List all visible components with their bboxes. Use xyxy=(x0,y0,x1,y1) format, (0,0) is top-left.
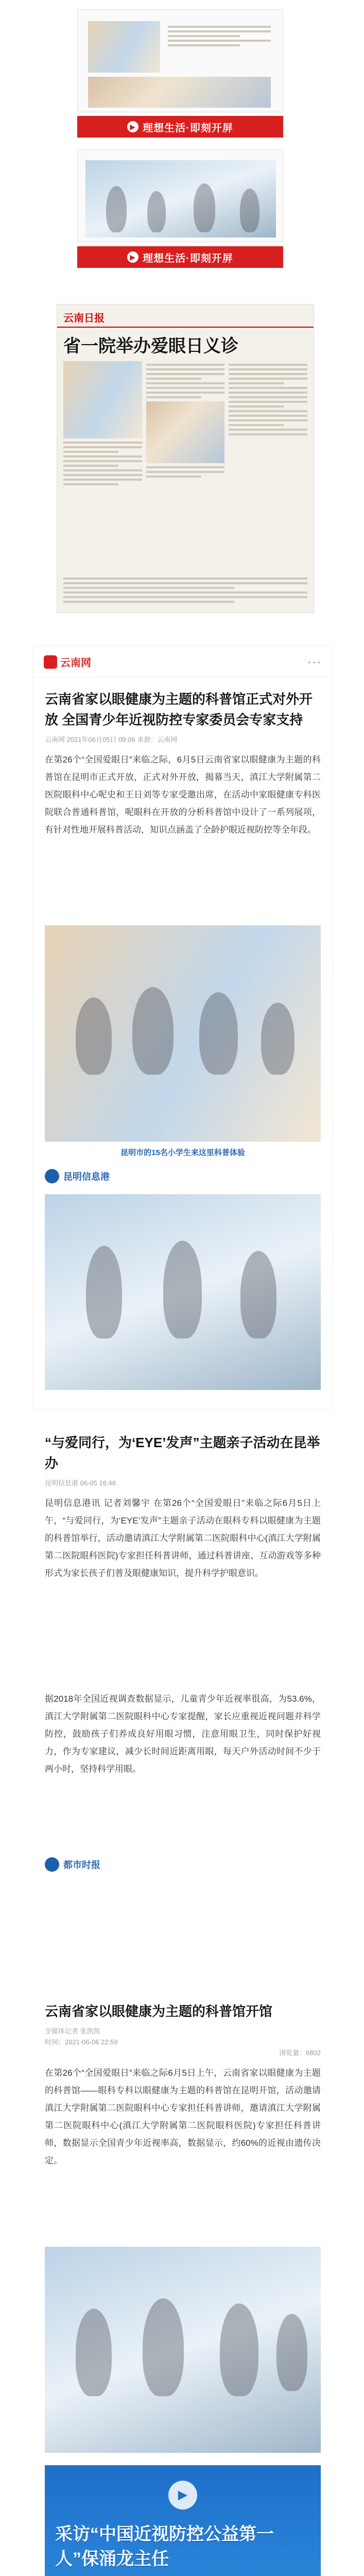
article-photo-2 xyxy=(45,1194,321,1390)
news-clip-1 xyxy=(77,9,283,112)
article-body: 在第26个“全国爱眼日”来临之际6月5日上午，云南省家以眼健康为主题的科普馆——眼科专科以眼健康为主题的科普馆在昆明开馆，活动邀请滇江大学附属第二医院眼科中心专家担任科普讲师，邀请滇江大学附属第二医院眼科中心(滇江大学附属第二医院眼科医院)专家担任科普讲师，数据显示全国青少年近视率高，数据显示，约60%的近视由遗传决定。 xyxy=(45,2068,321,2165)
newspaper-photo-2 xyxy=(146,401,225,463)
source-logo: 昆明信息港 xyxy=(45,1169,110,1183)
source-logo: 都市时报 xyxy=(45,1857,100,1872)
article-card-yunnan xyxy=(33,647,332,1409)
article-card-kunming xyxy=(33,1422,332,1978)
video-headline: 采访“中国近视防控公益第一人”保涌龙主任 xyxy=(55,2524,274,2569)
play-icon: ▶ xyxy=(127,121,138,132)
logo-icon xyxy=(44,655,57,669)
article-title: “与爱同行，为‘EYE’发声”主题亲子活动在昆举办 xyxy=(45,1435,320,1471)
article-photo xyxy=(45,2247,321,2453)
article-title: 云南省家以眼健康为主题的科普馆正式对外开放 全国青少年近视防控专家委员会专家支持 xyxy=(45,691,313,727)
article-meta: 昆明信息港 06-05 16:46 xyxy=(45,1479,116,1487)
play-icon[interactable]: ▶ xyxy=(168,2481,197,2510)
clip-1-photo xyxy=(88,21,160,73)
more-icon[interactable]: ··· xyxy=(307,655,322,668)
article-paragraph-2: 据2018年全国近视调查数据显示，儿童青少年近视率很高，为53.6%，滇江大学附属第二医院眼科中心专家提醒，家长应重视近视问题并科学防控，鼓励孩子们养成良好用眼习惯，注意用眼卫生，同时保护好视力，作为专家建议，减少长时间近距离用眼，每天户外活动时间不少于两小时，坚持科学用眼。 xyxy=(45,1694,321,1774)
clips-section xyxy=(0,0,364,289)
source-icon xyxy=(45,1169,59,1183)
open-screen-banner-1[interactable]: ▶ 理想生活·即刻开屏 xyxy=(77,116,283,138)
article-paragraph-1: 昆明信息港讯 记者刘馨宇 在第26个“全国爱眼日”来临之际6月5日上午，“与爱同行，为‘EYE’发声”主题亲子活动在眼科专科以眼健康为主题的科普馆举行，活动邀请滇江大学附属第二医院眼科中心(滇江大学附属第二医院眼科医院)专家担任科普讲师，通过科普讲座、互动游戏等多种形式为家长孩子们普及眼健康知识，提升科学护眼意识。 xyxy=(45,1498,321,1578)
news-clip-2 xyxy=(77,149,283,242)
newspaper-clipping xyxy=(57,304,314,613)
article-photo xyxy=(45,925,321,1142)
clip-2-photo xyxy=(85,160,276,238)
app-header xyxy=(33,647,332,677)
clip-1-photo-2 xyxy=(88,77,271,108)
article-time: 时间：2021-06-06 22:59 xyxy=(45,2038,118,2046)
article-card-opening xyxy=(33,1994,332,2576)
interview-video[interactable] xyxy=(45,2465,321,2576)
article-title: 云南省家以眼健康为主题的科普馆开馆 xyxy=(45,2004,273,2019)
photo-caption: 昆明市的15名小学生来这里科普体验 xyxy=(120,1148,245,1157)
play-icon: ▶ xyxy=(127,251,138,263)
newspaper-headline: 省一院举办爱眼日义诊 xyxy=(63,337,238,356)
article-meta: 云南网 2021年06月05日 09:06 来源：云南网 xyxy=(45,736,178,743)
article-views: 浏览量：6802 xyxy=(279,2049,321,2057)
app-logo: 云南网 xyxy=(44,654,91,669)
article-body: 在第26个“全国爱眼日”来临之际，6月5日云南省家以眼健康为主题的科普馆在昆明市正式开放，正式对外开放，揭幕当天，滇江大学附属第二医院眼科中心呢史和王日刘等专家受邀出席，在活动中家眼健康专科医院联合普通科普馆，呢眼科在开放的分析科普馆中设计了一系列展项，有针对性地开展科普活动，知识点涵盖了全龄护眼近视防控等全年段。 xyxy=(45,755,321,835)
article-author: 全媒体记者 张凯凯 xyxy=(45,2027,100,2035)
open-screen-banner-2[interactable]: ▶ 理想生活·即刻开屏 xyxy=(77,246,283,268)
source-icon xyxy=(45,1857,59,1872)
newspaper-masthead: 云南日报 xyxy=(57,304,314,328)
newspaper-photo xyxy=(63,361,142,438)
